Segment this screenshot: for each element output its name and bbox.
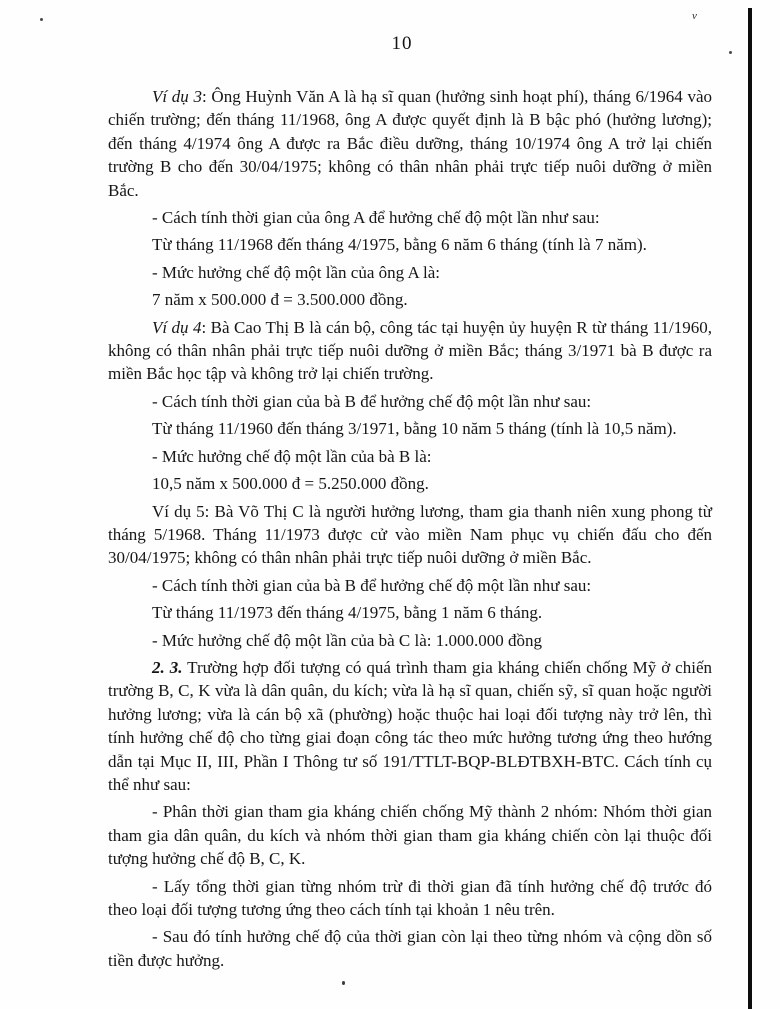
- paragraph-amount-b: [108, 472, 712, 495]
- paragraph-text: Từ tháng 11/1960 đến tháng 3/1971, bằng 10 năm 5 tháng (tính là 10,5 năm).: [152, 419, 677, 439]
- scan-corner-mark: ν: [692, 10, 697, 22]
- paragraph-group-split: [108, 800, 712, 870]
- paragraph-text: Ví dụ 5: Bà Võ Thị C là người hưởng lương, tham gia thanh niên xung phong từ tháng 5/1968. Tháng 11/1973 được cử vào miền Nam phục vụ chiến đấu cho đến 30/04/1975; không có thân nhân phải trực tiếp nuôi dưỡng ở miền Bắc.: [108, 501, 712, 568]
- paragraph-calc-method-a: [108, 206, 712, 229]
- paragraph-text: 10,5 năm x 500.000 đ = 5.250.000 đồng.: [152, 474, 429, 494]
- paragraph-amount-a: [108, 288, 712, 311]
- page-number: 10: [391, 33, 413, 54]
- paragraph-text: : Ông Huỳnh Văn A là hạ sĩ quan (hưởng sinh hoạt phí), tháng 6/1964 vào chiến trường; đến tháng 11/1968, ông A được quyết định là B bậc phó (hưởng lương); đến tháng 4/1974 ông A được ra Bắc điều dưỡng, tháng 10/1974 ông A trở lại chiến trường B cho đến 30/04/1975; không có thân nhân phải trực tiếp nuôi dưỡng ở miền Bắc.: [108, 87, 713, 200]
- paragraph-calc-method-c: [108, 574, 712, 597]
- scan-speck: [342, 981, 345, 985]
- paragraph-duration-b: [108, 417, 712, 440]
- paragraph-text: - Mức hưởng chế độ một lần của ông A là:: [152, 262, 441, 282]
- paragraph-subtract-time: [108, 875, 712, 922]
- paragraph-section-2-3: [108, 656, 712, 796]
- paragraph-text: - Phân thời gian tham gia kháng chiến chống Mỹ thành 2 nhóm: Nhóm thời gian tham gia dân quân, du kích và nhóm thời gian tham gia kháng chiến còn lại thuộc đối tượng hưởng chế độ B, C, K.: [108, 802, 712, 869]
- paragraph-text: Từ tháng 11/1973 đến tháng 4/1975, bằng 1 năm 6 tháng.: [152, 603, 543, 623]
- scan-edge-line: [748, 8, 752, 1009]
- scan-speck: [729, 51, 732, 54]
- paragraph-sum-benefit: [108, 925, 712, 972]
- example-3-label: Ví dụ 3: [152, 87, 203, 106]
- paragraph-text: - Cách tính thời gian của bà B để hưởng chế độ một lần như sau:: [152, 575, 592, 595]
- paragraph-text: - Lấy tổng thời gian từng nhóm trừ đi thời gian đã tính hưởng chế độ trước đó theo loại đối tượng tương ứng theo cách tính tại khoản 1 nêu trên.: [108, 876, 712, 919]
- paragraph-example-4: [108, 316, 712, 386]
- paragraph-duration-a: [108, 233, 712, 256]
- scan-speck: [40, 18, 43, 21]
- paragraph-amount-c: [108, 629, 712, 652]
- paragraph-calc-method-b: [108, 390, 712, 413]
- paragraph-text: - Cách tính thời gian của ông A để hưởng chế độ một lần như sau:: [152, 208, 600, 228]
- paragraph-text: - Mức hưởng chế độ một lần của bà B là:: [152, 446, 432, 466]
- paragraph-benefit-level-b: [108, 445, 712, 468]
- paragraph-text: - Cách tính thời gian của bà B để hưởng chế độ một lần như sau:: [152, 391, 592, 411]
- paragraph-example-3: [108, 85, 712, 202]
- example-4-label: Ví dụ 4: [152, 317, 202, 337]
- document-body: [108, 85, 712, 976]
- paragraph-benefit-level-a: [108, 261, 712, 284]
- paragraph-example-5: [108, 500, 712, 570]
- paragraph-text: Trường hợp đối tượng có quá trình tham gia kháng chiến chống Mỹ ở chiến trường B, C, K vừa là dân quân, du kích; vừa là hạ sĩ quan, chiến sỹ, sĩ quan hoặc người hưởng lương; vừa là cán bộ xã (phường) hoặc thuộc hai loại đối tượng này trở lên, thì tính hưởng chế độ cho từng giai đoạn công tác theo mức hưởng tương ứng theo hướng dẫn tại Mục II, III, Phần I Thông tư số 191/TTLT-BQP-BLĐTBXH-BTC. Cách tính cụ thể như sau:: [108, 657, 712, 794]
- section-2-3-label: 2. 3.: [152, 657, 183, 677]
- paragraph-text: - Mức hưởng chế độ một lần của bà C là: 1.000.000 đồng: [152, 630, 543, 650]
- paragraph-text: - Sau đó tính hưởng chế độ của thời gian còn lại theo từng nhóm và cộng dồn số tiền được hưởng.: [108, 927, 712, 970]
- paragraph-text: 7 năm x 500.000 đ = 3.500.000 đồng.: [152, 290, 408, 310]
- paragraph-text: : Bà Cao Thị B là cán bộ, công tác tại huyện ủy huyện R từ tháng 11/1960, không có thân nhân phải trực tiếp nuôi dưỡng ở miền Bắc; tháng 3/1971 bà B được ra miền Bắc học tập và không trở lại chiến trường.: [108, 317, 712, 384]
- paragraph-duration-c: [108, 601, 712, 624]
- paragraph-text: Từ tháng 11/1968 đến tháng 4/1975, bằng 6 năm 6 tháng (tính là 7 năm).: [152, 235, 647, 255]
